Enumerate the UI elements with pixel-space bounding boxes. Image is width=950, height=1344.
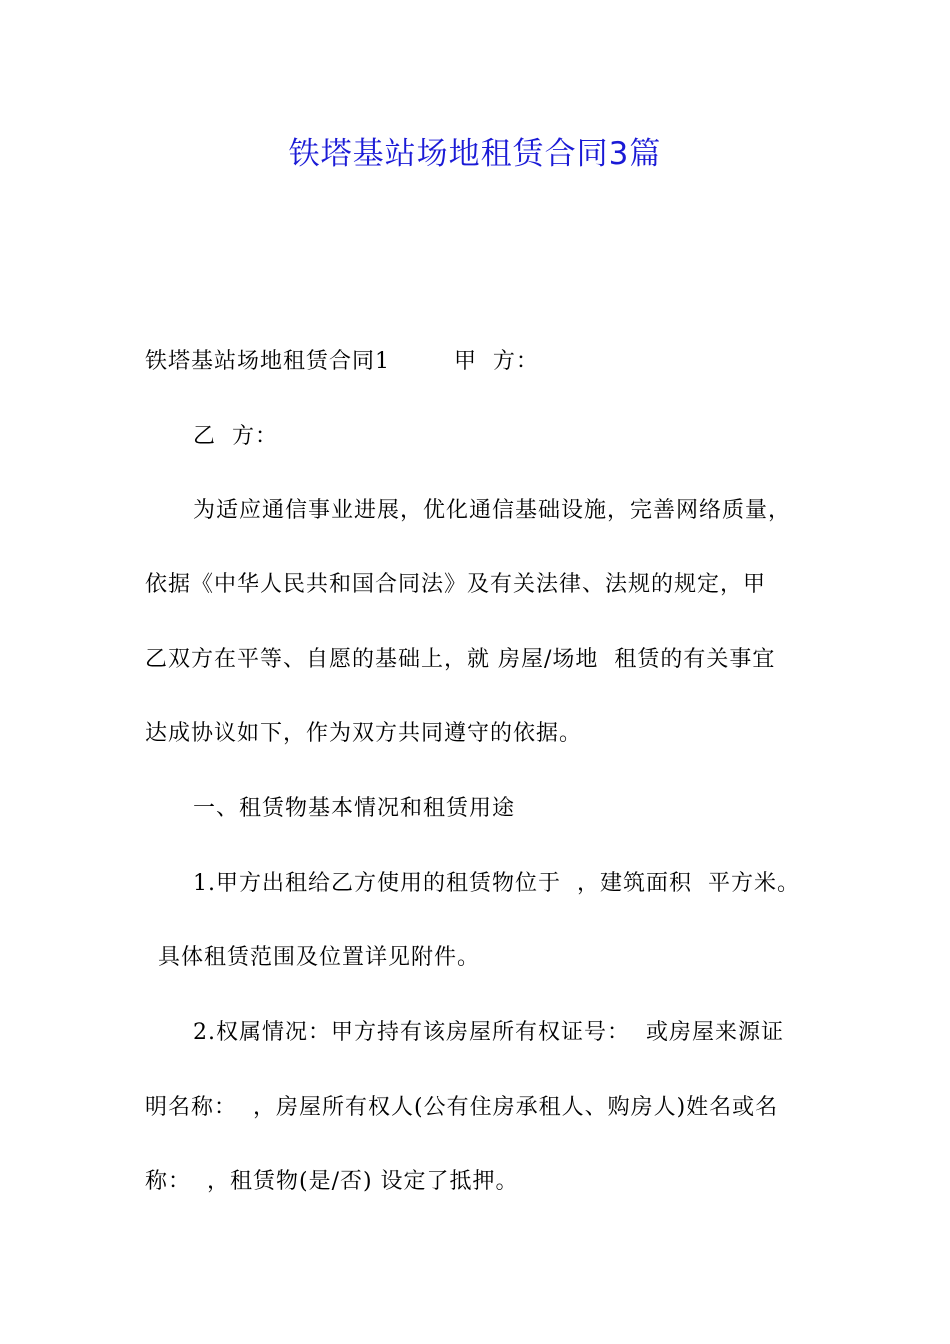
paragraph-line: 称： ，租赁物(是/否) 设定了抵押。 bbox=[145, 1169, 519, 1194]
paragraph-line: 达成协议如下，作为双方共同遵守的依据。 bbox=[145, 721, 583, 746]
section-heading: 一、租赁物基本情况和租赁用途 bbox=[193, 796, 516, 821]
paragraph-line: 1.甲方出租给乙方使用的租赁物位于 ，建筑面积 平方米。 bbox=[193, 871, 800, 896]
document-title: 铁塔基站场地租赁合同3篇 bbox=[288, 136, 662, 172]
paragraph-line: 铁塔基站场地租赁合同1 甲 方： bbox=[145, 349, 539, 374]
paragraph-line: 具体租赁范围及位置详见附件。 bbox=[158, 945, 481, 970]
paragraph-line: 依据《中华人民共和国合同法》及有关法律、法规的规定，甲 bbox=[145, 572, 767, 597]
paragraph-line: 2.权属情况：甲方持有该房屋所有权证号： 或房屋来源证 bbox=[193, 1020, 784, 1045]
paragraph-line: 乙 方： bbox=[193, 424, 278, 449]
paragraph-line: 为适应通信事业进展，优化通信基础设施，完善网络质量， bbox=[193, 498, 792, 523]
paragraph-line: 乙双方在平等、自愿的基础上，就 房屋/场地 租赁的有关事宜 bbox=[145, 647, 776, 672]
paragraph-line: 明名称： ，房屋所有权人(公有住房承租人、购房人)姓名或名 bbox=[145, 1095, 779, 1120]
